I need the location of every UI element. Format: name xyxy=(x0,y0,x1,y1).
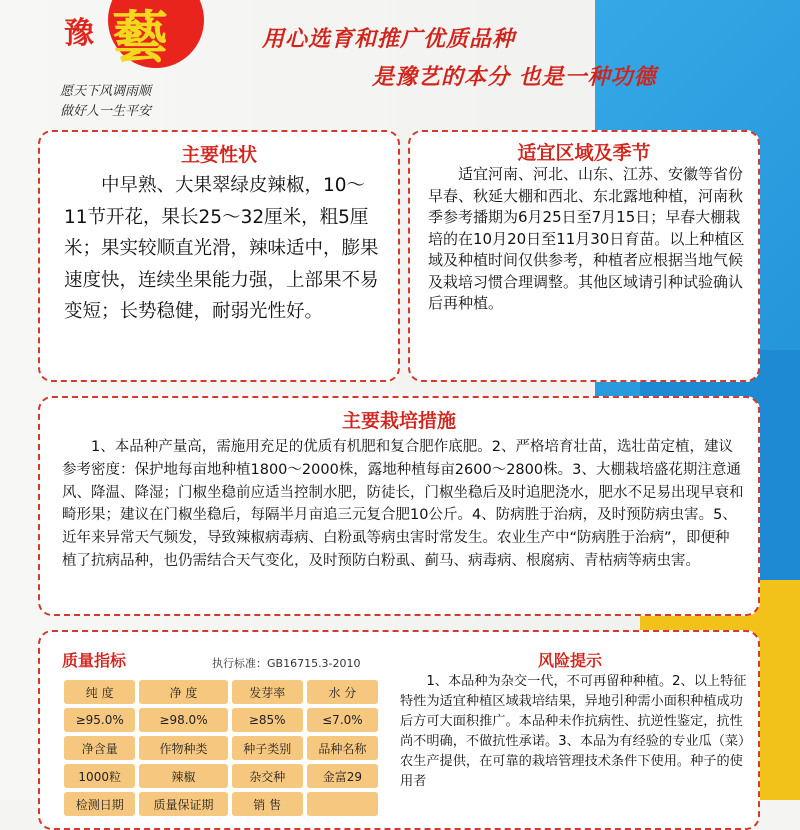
traits-title: 主要性状 xyxy=(180,144,257,166)
table-cell: 杂交种 xyxy=(232,764,303,788)
table-row xyxy=(64,736,378,760)
logo-char-small: 豫 xyxy=(64,16,94,51)
table-row xyxy=(64,792,378,816)
table-cell: 纯 度 xyxy=(64,680,135,704)
slogan-line-1: 用心选育和推广优质品种 xyxy=(262,27,516,52)
logo-char-big: 藝 xyxy=(112,5,168,71)
quality-standard: 执行标准：GB16715.3-2010 xyxy=(212,657,361,670)
table-cell: 销 售 xyxy=(232,792,303,816)
region-title: 适宜区域及季节 xyxy=(517,142,651,164)
table-row xyxy=(64,764,378,788)
table-cell: 金富29 xyxy=(307,764,378,788)
quality-table xyxy=(60,676,382,820)
table-cell: 发芽率 xyxy=(232,680,303,704)
region-panel xyxy=(408,130,760,382)
table-cell: 种子类别 xyxy=(232,736,303,760)
table-cell: ≥98.0% xyxy=(139,708,227,732)
cultivation-title: 主要栽培措施 xyxy=(341,410,456,432)
table-row xyxy=(64,708,378,732)
region-text: 适宜河南、河北、山东、江苏、安徽等省份早春、秋延大棚和西北、东北露地种植，河南秋季参考播期为6月25日至7月15日；早春大棚栽培的在10月20日至11月30日育苗。以上种植区域及种植时间仅供参考，种植者应根据当地气候及栽培习惯合理调整。其他区域请引种试验确认后再种植。 xyxy=(428,165,745,312)
table-cell: 净 度 xyxy=(139,680,227,704)
cultivation-text: 1、本品种产量高，需施用充足的优质有机肥和复合肥作底肥。2、严格培育壮苗，选壮苗定植，建议参考密度：保护地每亩地种植1800～2000株，露地种植每亩2600～2800株。3、大棚栽培盛花期注意通风、降温、降湿；门椒坐稳前应适当控制水肥，防徒长，门椒坐稳后及时追肥浇水，肥水不足易出现早衰和畸形果；建议在门椒坐稳后，每隔半月亩追三元复合肥10公斤。4、防病胜于治病，及时预防病虫害。5、近年来异常天气频发，导致辣椒病毒病、白粉虱等病虫害时常发生。农业生产中“防病胜于治病”，即便种植了抗病品种，也仍需结合天气变化，及时预防白粉虱、蓟马、病毒病、根腐病、青枯病等病虫害。 xyxy=(62,439,744,569)
risk-title: 风险提示 xyxy=(538,651,603,670)
motto-line-1: 愿天下风调雨顺 xyxy=(60,84,152,99)
cultivation-panel xyxy=(38,396,760,616)
table-cell: 检测日期 xyxy=(64,792,135,816)
table-cell: 1000粒 xyxy=(64,764,135,788)
table-cell xyxy=(307,792,378,816)
table-cell: 辣椒 xyxy=(139,764,227,788)
table-cell: 作物种类 xyxy=(139,736,227,760)
slogan-line-2: 是豫艺的本分 也是一种功德 xyxy=(372,65,657,90)
risk-text: 1、本品种为杂交一代，不可再留种种植。2、以上特征特性为适宜种植区域栽培结果，异地引种需小面积种植成功后方可大面积推广。本品种未作抗病性、抗逆性鉴定，抗性尚不明确，不做抗性承诺。3、本品为有经验的专业瓜（菜）农生产提供，在可靠的栽培管理技术条件下使用。种子的使用者 xyxy=(400,674,752,789)
table-cell: ≤7.0% xyxy=(307,708,378,732)
table-cell: 水 分 xyxy=(307,680,378,704)
table-cell: ≥95.0% xyxy=(64,708,135,732)
table-cell: ≥85% xyxy=(232,708,303,732)
table-cell: 净含量 xyxy=(64,736,135,760)
table-row xyxy=(64,680,378,704)
traits-panel xyxy=(38,130,400,382)
motto-line-2: 做好人一生平安 xyxy=(60,104,152,119)
quality-title: 质量指标 xyxy=(62,651,127,670)
table-cell: 品种名称 xyxy=(307,736,378,760)
traits-text: 中早熟、大果翠绿皮辣椒，10～11节开花，果长25～32厘米，粗5厘米；果实较顺直光滑，辣味适中，膨果速度快，连续坐果能力强，上部果不易变短；长势稳健，耐弱光性好。 xyxy=(64,175,379,322)
table-cell: 质量保证期 xyxy=(139,792,227,816)
